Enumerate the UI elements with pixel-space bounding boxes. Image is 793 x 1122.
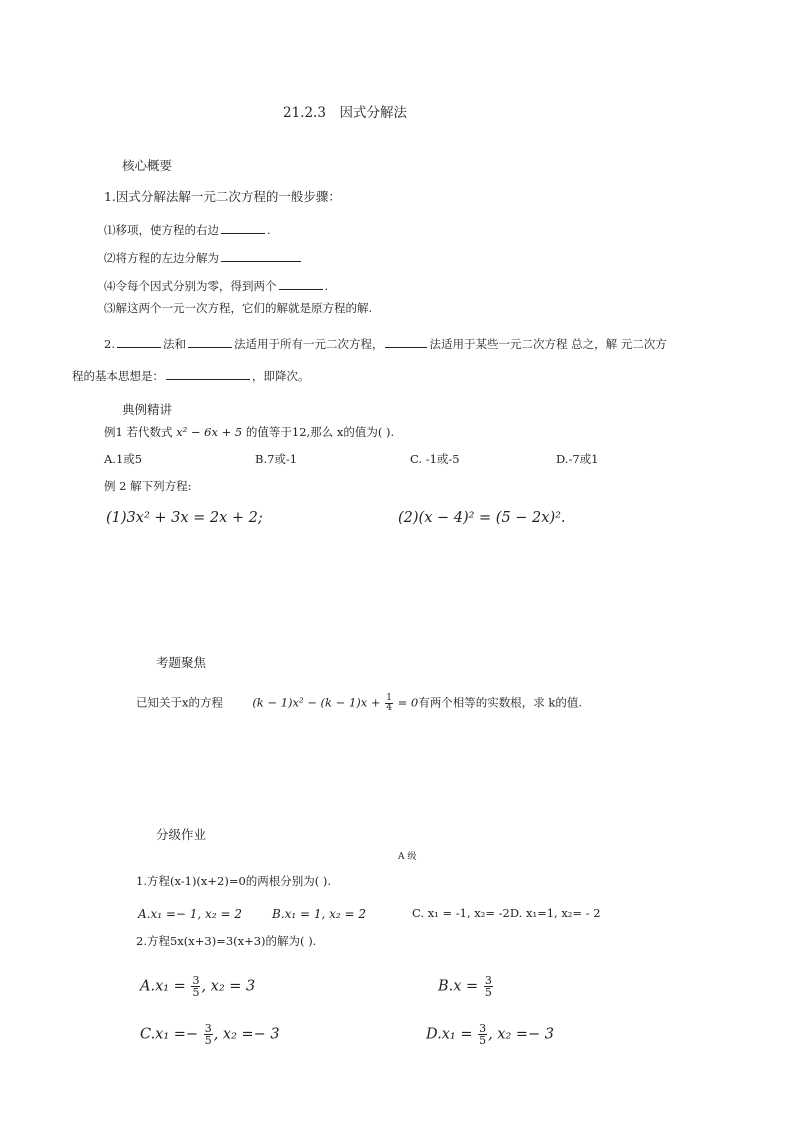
step-3: ⑶解这两个一元一次方程，它们的解就是原方程的解. xyxy=(104,301,373,315)
hw2-option-b: B.x = $\frac{3}{5}$ xyxy=(438,974,492,999)
focus-heading: 考题聚焦 xyxy=(156,655,207,670)
homework-question-1: 1.方程(x-1)(x+2)=0的两根分别为( ). xyxy=(136,874,332,888)
hw2-option-c: C.x₁ =− $\frac{3}{5}$ , x₂ =− 3 xyxy=(140,1022,280,1047)
step-2: ⑵将方程的左边分解为 xyxy=(104,250,303,265)
example-1-expression: x² − 6x + 5 xyxy=(176,425,243,439)
hw2-option-d: D.x₁ = $\frac{3}{5}$ , x₂ =− 3 xyxy=(426,1022,555,1047)
example-1-option-c: C. -1或-5 xyxy=(410,452,460,466)
blank-field[interactable] xyxy=(117,336,161,348)
examples-heading: 典例精讲 xyxy=(122,402,173,417)
blank-field[interactable] xyxy=(279,278,323,290)
homework-heading: 分级作业 xyxy=(156,827,207,842)
page-title: 21.2.3 因式分解法 xyxy=(283,105,407,121)
question-2-line-2: 程的基本思想是： ，即降次。 xyxy=(72,369,310,383)
focus-equation: (k − 1)x² − (k − 1)x + xyxy=(252,695,381,710)
hw1-option-a: A.x₁ =− 1, x₂ = 2 xyxy=(138,907,242,921)
step-intro: 1.因式分解法解一元二次方程的一般步骤： xyxy=(104,189,341,204)
question-2-line-1: 2. 法和 法适用于所有一元二次方程， 法适用于某些一元二次方程 总之，解 元二次方 xyxy=(104,337,667,351)
homework-question-2: 2.方程5x(x+3)=3(x+3)的解为( ). xyxy=(136,934,317,948)
example-2-equation-2: (2)(x − 4)² = (5 − 2x)². xyxy=(398,510,566,526)
blank-field[interactable] xyxy=(221,222,265,234)
fraction-three-fifths: $\frac{3}{5}$ xyxy=(484,974,492,999)
blank-field[interactable] xyxy=(166,368,250,380)
level-label: A 级 xyxy=(398,852,417,862)
hw1-option-cd: C. x₁ = -1, x₂= -2D. x₁=1, x₂= - 2 xyxy=(412,906,601,920)
example-1: 例1 若代数式 x² − 6x + 5 的值等于12,那么 x的值为( ). xyxy=(104,425,395,439)
example-1-option-a: A.1或5 xyxy=(104,452,143,466)
hw2-option-a: A.x₁ = $\frac{3}{5}$ , x₂ = 3 xyxy=(140,974,256,999)
step-1: ⑴移项，使方程的右边 . xyxy=(104,223,271,237)
fraction-quarter: $\frac{1}{4}$ xyxy=(386,693,392,713)
blank-field[interactable] xyxy=(221,250,301,262)
example-1-option-d: D.-7或1 xyxy=(556,452,599,466)
fraction-three-fifths: $\frac{3}{5}$ xyxy=(192,974,200,999)
step-4: ⑷令每个因式分别为零，得到两个 . xyxy=(104,279,329,293)
blank-field[interactable] xyxy=(385,336,427,348)
blank-field[interactable] xyxy=(188,336,232,348)
example-2-equation-1: (1)3x² + 3x = 2x + 2; xyxy=(106,510,263,526)
example-2: 例 2 解下列方程: xyxy=(104,479,192,493)
hw1-option-b: B.x₁ = 1, x₂ = 2 xyxy=(272,907,367,921)
core-heading: 核心概要 xyxy=(122,158,173,173)
example-1-option-b: B.7或-1 xyxy=(255,452,298,466)
fraction-three-fifths: $\frac{3}{5}$ xyxy=(479,1022,487,1047)
focus-question: 已知关于x的方程 (k − 1)x² − (k − 1)x + $\frac{1}{4}$ = 0有两个相等的实数根，求 k的值. xyxy=(136,693,582,713)
fraction-three-fifths: $\frac{3}{5}$ xyxy=(204,1022,212,1047)
